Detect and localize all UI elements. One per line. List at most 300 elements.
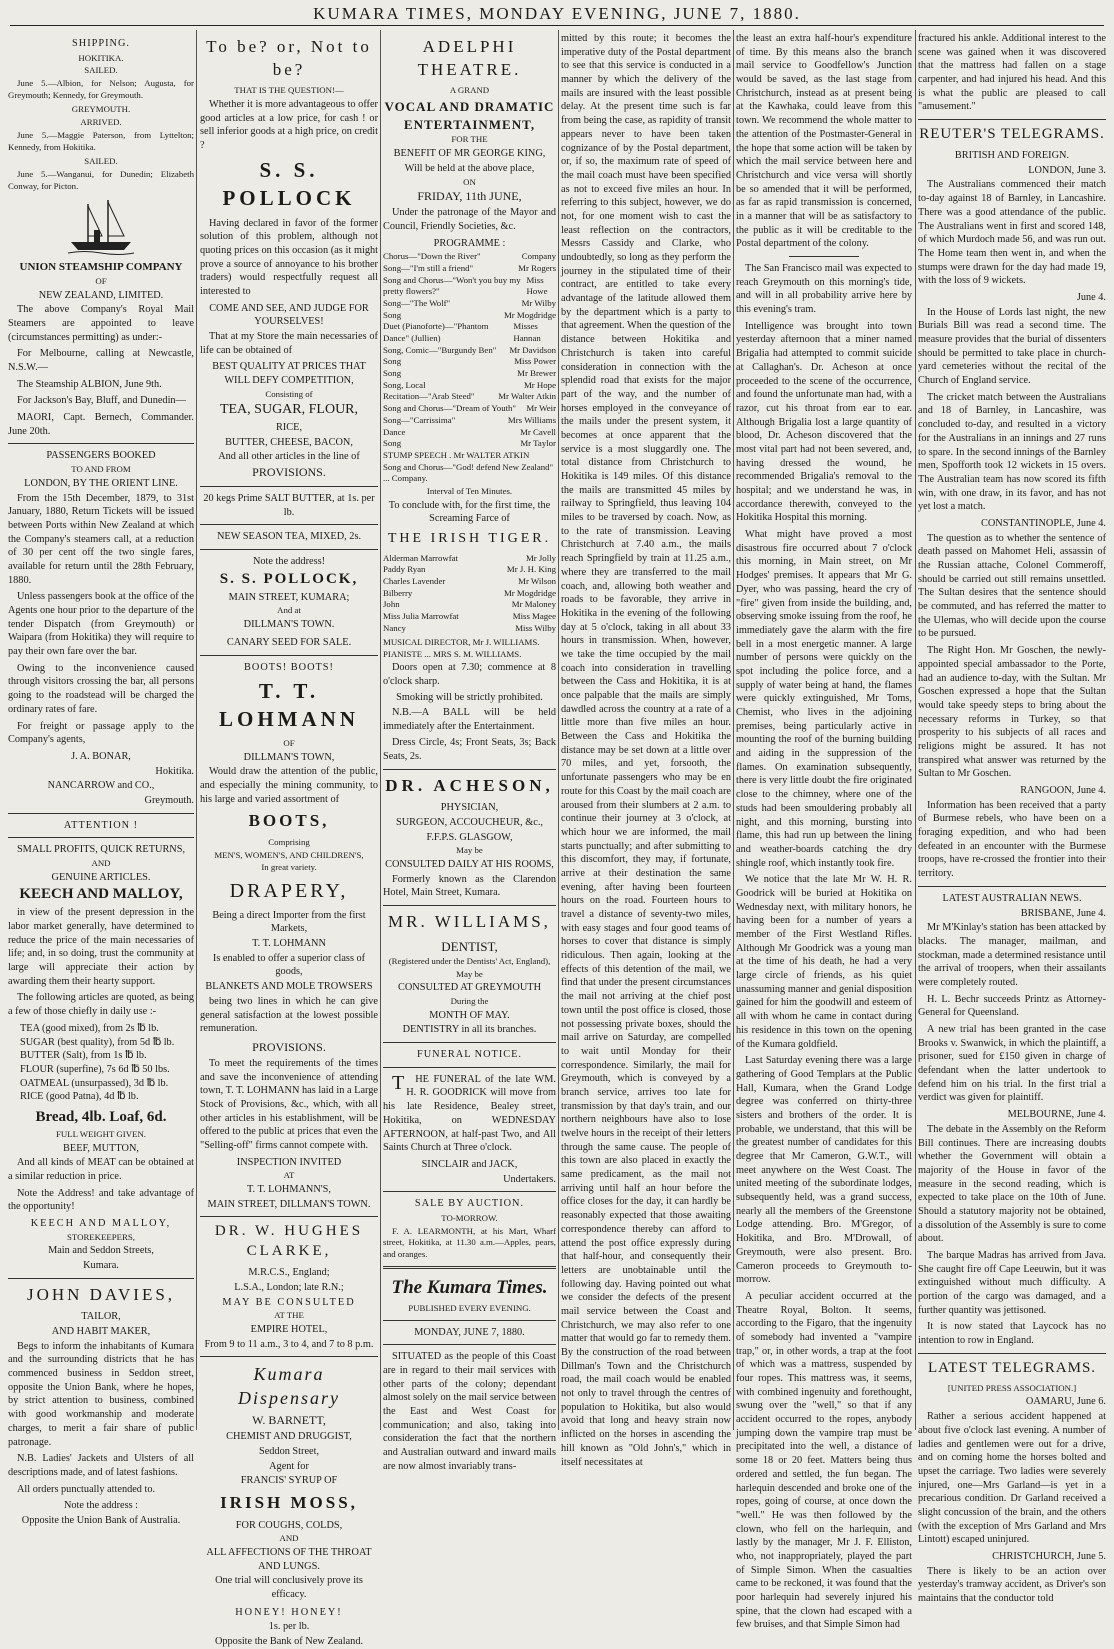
subhead: SAILED.: [84, 156, 118, 167]
other: And all other articles in the line of: [218, 451, 360, 463]
acheson-title: DR. ACHESON,: [385, 775, 554, 795]
separator: [383, 905, 556, 906]
hughes-consulted: MAY BE CONSULTED: [222, 1296, 356, 1308]
port-heading: GREYMOUTH.: [71, 104, 131, 115]
attention-heading: ATTENTION !: [63, 819, 139, 831]
funeral-text: THE FUNERAL of the late WM. H. R. GOODRICK will move from his late Residence, Bealey street, Hokitika, on WEDNESDAY AFTERNOON, at half-past Two, and All Saints Church at Three o'clock.: [383, 1071, 556, 1154]
programme-item: [383, 380, 556, 392]
column-divider: [196, 30, 197, 1430]
kegs: 20 kegs Prime SALT BUTTER, at 1s. per lb.: [203, 493, 375, 518]
programme-list: [383, 251, 556, 450]
subhead: SAILED.: [84, 65, 118, 76]
programme-performer: Mr Weir: [526, 403, 556, 414]
cast-actor: Miss Magee: [512, 611, 556, 622]
passengers-text: For freight or passage apply to the Company's agents,: [8, 720, 194, 746]
agent-place: Greymouth.: [144, 794, 194, 806]
pollock-title-2: S. S. POLLOCK,: [219, 570, 359, 587]
agent-name: NANCARROW and CO.,: [47, 780, 155, 792]
sinclair: SINCLAIR and JACK,: [421, 1158, 518, 1170]
adelphi-title: ADELPHI THEATRE.: [417, 37, 522, 79]
news-item: Last Saturday evening there was a large gathering of Good Templars at the Public Hall, Kumara, when the Grand Lodge degree was conferred on thirty-three sisters and brothers of the order. It is probable, we understand, that this will be the greatest number of candidates for this degree that Mr Cameron, G.W.T., will meet anywhere on the West Coast. The united meeting of the subordinate lodges, subsequently held, was a grand success, nearly all the members of the Greenstone Lodge attending. Bro. M'Gregor, of Hokitika, and Bro. M'Drowall, of Greymouth, were also present. Bro. Cameron proceeds to Greymouth to-morrow.: [736, 1055, 912, 1286]
separator: [8, 443, 194, 444]
davies-text: Begs to inform the inhabitants of Kumara and the surrounding districts that he has commenced business in Seddon street, opposite the Union Bank, where he hopes, by strict attention to business, combined with good workmanship and moderate charges, to merit a fair share of public patronage.: [8, 1340, 194, 1448]
separator: [789, 256, 859, 257]
barnett: W. BARNETT,: [252, 1413, 326, 1428]
question-sub: THAT IS THE QUESTION!—: [234, 85, 344, 96]
shipping-text: June 5.—Albion, for Nelson; Augusta, for Greymouth; Kennedy, for Greymouth.: [8, 78, 194, 100]
opposite: Opposite the Bank of New Zealand.: [214, 1636, 364, 1648]
price-item: RICE (good Patna), 4d ℔ lb.: [20, 1091, 139, 1103]
telegram: The Right Hon. Mr Goschen, the newly-appointed special ambassador to the Porte, had an audience to-day, with the Sultan. Mr Goschen expressed a hope that the Sultan would take speedy steps to bring about the necessary reforms in Turkey, so that prosperity to his subjects of all races and religions might be assured. It has not transpired what answer was returned by the Sultan to Mr Goschen.: [918, 645, 1106, 780]
undertakers: Undertakers.: [503, 1173, 556, 1185]
programme-piece: Song, Comic—"Burgundy Ben": [383, 344, 497, 355]
cast-list: [383, 553, 556, 635]
keech-title-2: KEECH AND MALLOY,: [30, 1218, 172, 1229]
news-item: Intelligence was brought into town yesterday afternoon that a miner named Brigalia had attempted to commit suicide at Callaghan's. Dr. Acheson at once proceeded to the scene of the occurrence, and found the unfortunate man had, with a razor, cut his throat from ear to ear. Although Brigalia lost a large quantity of blood, Dr. Acheson discovered that the most vital part had not been severed, and, having dressed the wound, he recommended Brigalia's removal to the hospital; and we understand he was, in accordance therewith, conveyed to the Hokitika Hospital this morning.: [736, 320, 912, 524]
british-heading: BRITISH AND FOREIGN.: [954, 150, 1070, 162]
shipping-text: June 5.—Wanganui, for Dunedin; Elizabeth Conway, for Picton.: [8, 168, 194, 191]
hughes-cred: M.R.C.S., England;: [248, 1267, 330, 1279]
programme-piece: Chorus—"Down the River": [383, 251, 481, 262]
separator: [918, 1353, 1106, 1354]
reuters-heading: REUTER'S TELEGRAMS.: [919, 126, 1105, 143]
editorial-text: mitted by this route; it becomes the imperative duty of the Postal department to see that this service is conducted in a manner by which the delivery of the mails are insured with the least possible delay. At the present time such is far from being the case, as rapidity of transit appears never to have been taken cognizance of by the Postal department, or, if so, the maximum rate of speed of the mail coach must have been specified as not to exceed five miles an hour. In referring to this subject, however, we do not, for one moment wish to cast the least reflection on the contractors, Messrs Cassidy and Clarke, who undoubtedly, so long as they perform the journey in the stipulated time of their contract, are entitled to take every advantage of the latitude allowed them by the department which is a party to that agreement. When the question of the distance between Hokitika and Christchurch is taken into careful consideration in connection with the splendid road that exists for the major part of the way, and the number of horses employed in the conveyance of the mails under the present system, it becomes at once apparent that the service is a most sluggardly one. The total distance from Christchurch to Hokitika is 149 miles. Of this distance the mails are transmitted 45 miles by railway to Springfield, thus leaving 104 miles to be traversed by coach. Now, as to the rate of transmission. Leaving Christchurch at 7.40 a.m., the mails reach Springfield by train at 11.25 a.m., where they are transferred to the mail coach, and, allowing both weather and roads to be favorable, they arrive in Hokitika in the evening of the following day at 5 o'clock, taking in all about 33 hours in transmission. When, however, we take the time occupied by the mail coach into consideration in travelling between the Cass and Hokitika, it is at once palpable that the mails are simply dawdled across the country at a rate of a little more than five miles an hour. Between the Cass and Hokitika the distance may be set down at a little over 70 miles, and yet, forsooth, the unfortunate passengers who may be en route for this Coast by the mail coach are aroused from their slumbers at 2 a.m. to continue their journey at 3 o'clock, at which hour we are informed, the mail starts punctually; and after submitting to this discomfort, they may, if fortunate, arrive at their destination the same evening, after having been fourteen hours on the road. Fourteen hours to travel a distance of seventy-two miles, with easy stages and four good teams of horses to cover that distance is simply ridiculous. Then again, looking at the effects of this detention of the mail, we find that under the present circumstances the mail not arriving at the chief post town until the post office is closed, those not possessing private boxes, should the mail arrive on Saturday, are compelled to wait until Monday for their correspondence. Similarly, the mail for Greymouth, which is conveyed by a branch service, arrives too late for transmission by that day's train, and our northern neighbours have also to lose twelve hours in the receipt of their letters through the same cause. The people of this town are also placed in exactly the same predicament, as the mail not arriving until half an hour before the office closes for the day, it can hardly be reasonably expected that those awaiting correspondence thereby can afford to attend the post office expressly during that half-hour, and consequently their letters are unobtainable until the following day. Having pointed out what we consider the defects of the present mail service between the Coast and Christchurch, we may also refer to one matter that would go far to remedy them. By the construction of the road between Dillman's Town and the Christchurch road, the mail coach would be enabled not only to travel through the centres of population to Hokitika, but also would avoid that long and heavy strain now inflicted on the horses in ascending the hill known as "Old John's," which in itself necessitates at: [561, 33, 731, 1468]
passengers-text: From the 15th December, 1879, to 31st January, 1880, Return Tickets will be issued between Ports within New Zealand at which the Company's steamers call, at a reduction of 30 per cent off the two single fares, available for return until the 28th February, 1880.: [8, 492, 194, 586]
pollock-title: S. S. POLLOCK: [222, 157, 356, 210]
price-list: [8, 1022, 194, 1104]
canary: CANARY SEED FOR SALE.: [226, 636, 352, 648]
acheson-cred: F.F.P.S. GLASGOW,: [426, 831, 513, 843]
tea-heading: TEA, SUGAR, FLOUR,: [219, 402, 359, 418]
news-item: We notice that the late Mr W. H. R. Goodrick will be buried at Hokitika on Wednesday next, with military honors, he having been for a number of years a member of the First Westland Rifles. Although Mr Goodrick was a young man at the time of his death, he had a very large circle of friends, as his quiet unassuming manner and genial disposition gained for him the goodwill and esteem of all with whom he came in contact during his residence in this town on the opening of the Kumara goldfield.: [736, 874, 912, 1050]
during: During the: [450, 996, 489, 1007]
usc-nz: NEW ZEALAND, LIMITED.: [38, 289, 164, 301]
news-item: The San Francisco mail was expected to reach Greymouth on this morning's tide, and will in all probability arrive here by this evening's tram.: [736, 263, 912, 316]
column-3: [383, 32, 556, 1472]
programme-performer: Mrs Williams: [507, 414, 556, 425]
telegram: The Australians commenced their match to-day against 18 of Barnley, in Lancashire. There was a good attendance of the public. The Australians went in first and scored 148, of which Murdoch made 56, and was run out. The Home team then went in, and when the stumps were drawn for the day had made 19, with the loss of 9 wickets.: [918, 179, 1106, 287]
dateline: MELBOURNE, June 4.: [1007, 1109, 1106, 1121]
cast-item: [383, 553, 556, 565]
price-item: OATMEAL (unsurpassed), 3d ℔ lb.: [20, 1077, 169, 1089]
ship-icon: [66, 196, 136, 256]
month: MONTH OF MAY.: [429, 1009, 510, 1021]
telegram: The debate in the Assembly on the Reform Bill continues. There are increasing doubts whether the Government will obtain a majority of the House in favor of the measure in the second reading, which is expected to take place on the 10th of June. Should a statutory majority not be obtained, a dissolution of the Assembly is sure to come about.: [918, 1123, 1106, 1245]
telegram: It is now stated that Laycock has no intention to row in England.: [918, 1321, 1106, 1347]
column-4: [561, 32, 731, 1468]
programme-item: [383, 298, 556, 310]
auction-heading: SALE BY AUCTION.: [414, 1198, 525, 1210]
davies-trade: TAILOR,: [81, 1311, 121, 1323]
best-heading: BEST QUALITY AT PRICES THAT WILL DEFY COMPETITION,: [212, 361, 366, 387]
provisions-2: PROVISIONS.: [252, 1039, 326, 1054]
tomorrow: TO-MORROW.: [441, 1212, 498, 1223]
dateline: CHRISTCHURCH, June 5.: [992, 1551, 1106, 1562]
programme-performer: Mr Taylor: [520, 438, 556, 449]
port-heading: HOKITIKA.: [78, 52, 124, 63]
cast-actor: Mr Jolly: [525, 552, 556, 563]
provisions: PROVISIONS.: [252, 465, 326, 480]
seddon: Seddon Street,: [258, 1445, 320, 1457]
separator: [383, 769, 556, 770]
interval: Interval of Ten Minutes.: [426, 485, 513, 496]
separator: [200, 1216, 378, 1217]
news-item: fractured his ankle. Additional interest to the scene was gained when it was discovered that the mattress had fallen on a stage carpenter, and had injured his head. And this is what the public are pleased to call "amusement.": [918, 33, 1106, 113]
cast-role: Nancy: [383, 622, 406, 633]
tiger-title: THE IRISH TIGER.: [387, 531, 552, 547]
cast-actor: Mr J. H. King: [506, 564, 556, 575]
note: Note the address!: [252, 556, 326, 568]
cast-role: John: [383, 599, 400, 610]
programme-piece: Song and Chorus—"Won't you buy my pretty flowers?": [383, 274, 521, 297]
dateline: June 4.: [1076, 291, 1106, 303]
keech-text: in view of the present depression in the labor market generally, have determined to reduce the price of the main necessaries of life; and, in so doing, trust the community at large will appreciate their action by awarding them their hearty support.: [8, 907, 194, 987]
usc-text: MAORI, Capt. Bernech, Commander. June 20th.: [8, 412, 194, 437]
passengers-london: LONDON, BY THE ORIENT LINE.: [24, 477, 178, 489]
williams-title: MR. WILLIAMS,: [388, 912, 551, 932]
telegram: There is likely to be an action over yesterday's tramway accident, as Driver's son maintains that the conductor told: [918, 1565, 1106, 1605]
separator: [383, 1191, 556, 1192]
separator: [200, 486, 378, 487]
on: ON: [463, 176, 476, 187]
variety: In great variety.: [261, 862, 317, 873]
price-item: SUGAR (best quality), from 5d ℔ lb.: [20, 1036, 175, 1048]
god-defend: Song and Chorus—"God! defend New Zealand" ... Company.: [383, 461, 554, 484]
agent-place: Hokitika.: [155, 765, 194, 777]
programme-item: [383, 321, 556, 344]
mens: MEN'S, WOMEN'S, AND CHILDREN'S,: [214, 849, 364, 860]
keech-address: Main and Seddon Streets,: [48, 1245, 154, 1257]
editorial-text: the least an extra half-hour's expenditure of time. By this means also the branch mail service to Goodfellow's Junction would be saved, as the last stage from Christchurch, instead as at present being at the Kawhaka, could leave from this town. We recommend the whole matter to the attention of the Postmaster-General in the hope that some action will be taken by which the mail service between here and Christchurch and vice versa will shortly be so amended that it will be performed, as far as rapid transmission is concerned, in a manner that will be as satisfactory to the public as it will be creditable to the Postal department of the colony.: [736, 33, 912, 250]
blankets: BLANKETS AND MOLE TROWSERS: [205, 981, 373, 993]
separator: [200, 549, 378, 550]
held: Will be held at the above place,: [404, 162, 535, 174]
acheson-cred: SURGEON, ACCOUCHEUR, &c.,: [395, 816, 544, 828]
cast-role: Charles Lavender: [383, 576, 446, 587]
lohmann-town: DILLMAN'S TOWN,: [243, 751, 335, 763]
column-6: [918, 32, 1106, 1605]
programme-performer: Mr Hope: [523, 379, 556, 390]
davies-text: All orders punctually attended to.: [17, 1483, 156, 1495]
hughes-empire: EMPIRE HOTEL,: [250, 1324, 328, 1336]
programme-item: [383, 356, 556, 368]
acheson-cred: PHYSICIAN,: [440, 802, 499, 814]
programme-item: [383, 438, 556, 450]
auction-text: F. A. LEARMONTH, at his Mart, Wharf street, Hokitika, at 11.30 a.m.—Apples, pears, and oranges.: [383, 1225, 556, 1260]
pollock-main: MAIN STREET, KUMARA;: [228, 591, 350, 603]
come-heading: COME AND SEE, AND JUDGE FOR YOURSELVES!: [209, 302, 369, 328]
separator: [8, 1278, 194, 1279]
agent-name: J. A. BONAR,: [71, 750, 131, 762]
programme-performer: Mr Mogdridge: [503, 309, 556, 320]
entertainment: ENTERTAINMENT,: [403, 117, 536, 133]
programme-piece: Song—"I'm still a friend": [383, 262, 474, 273]
separator: [383, 1266, 556, 1269]
coughs: FOR COUGHS, COLDS,: [235, 1519, 343, 1531]
cast-item: [383, 576, 556, 588]
cast-role: Paddy Ryan: [383, 564, 426, 575]
telegram: Information has been received that a party of Burmese rebels, who have been on a foraging expedition, and who had been defeated in an encounter with the Burmese troops, have re-crossed the frontier into their territory.: [918, 799, 1106, 880]
column-divider: [915, 30, 916, 1430]
chemist: CHEMIST AND DRUGGIST,: [226, 1431, 352, 1443]
usc-title: UNION STEAMSHIP COMPANY: [19, 261, 183, 274]
davies-address: Opposite the Union Bank of Australia.: [21, 1514, 181, 1526]
programme-item: [383, 310, 556, 322]
passengers-text: Owing to the inconvenience caused through visitors crossing the bar, all persons going to the roadstead will be charged the ordinary rates of fare.: [8, 662, 194, 715]
telegram: The barque Madras has arrived from Java. She caught fire off Cape Leeuwin, but it was extinguished without much difficulty. A portion of the cargo was damaged, and a further quantity was jettisoned.: [918, 1250, 1106, 1316]
programme-piece: Song—"Carrissima": [383, 414, 456, 425]
column-2: [200, 32, 378, 1648]
telegram: The question as to whether the sentence of death passed on Mahomet Heli, assassin of the Russian attache, Colonel Commeroff, should be carried out still remains unsettled. The Sultan desires that the sentence should be commuted, and has referred the matter to the Ulemas, who will decide upon the course to be pursued.: [918, 532, 1106, 640]
usc-text: The above Company's Royal Mail Steamers are appointed to leave (circumstances permitting) as under:-: [8, 304, 194, 343]
programme-item: [383, 275, 556, 298]
dateline: BRISBANE, June 4.: [1020, 907, 1106, 919]
latest-telegrams-heading: LATEST TELEGRAMS.: [927, 1359, 1097, 1376]
prov-text: To meet the requirements of the times and save the inconvenience of attending town, T. T. LOHMANN has laid in a Large Stock of Provisions, &c., which, with all other articles in his establishment, will be offered to the public at prices that even the "Selling-off" firms cannot compete with.: [200, 1057, 378, 1151]
programme-item: [383, 415, 556, 427]
programme-item: [383, 345, 556, 357]
telegram: Mr M'Kinlay's station has been attacked by blacks. The manager, mailman, and stockman, made a determined resistance until the arrival of troopers, when their assailants were completely routed.: [918, 922, 1106, 988]
programme-item: [383, 251, 556, 263]
dispensary-title: Kumara Dispensary: [238, 1364, 340, 1409]
separator: [383, 1344, 556, 1345]
usc-text: For Melbourne, calling at Newcastle, N.S.W.—: [8, 348, 194, 373]
telegram: Rather a serious accident happened at about five o'clock last evening. A number of ladies and gentlemen were out for a drive, and on coming home the horses bolted and upset the carriage. Two ladies were severely injured, one—Mrs Garland—is yet in a precarious condition. Dr Garland received a slight concussion of the brain, and the others (with the exception of Mrs Garland and Mrs Lintott) escaped uninjured.: [918, 1411, 1106, 1546]
separator: [918, 119, 1106, 120]
column-divider: [558, 30, 559, 1430]
telegram: A new trial has been granted in the case Brooks v. Swanwick, in which the plaintiff, a prisoner, sued for £150 given in charge of defendant when the latter undertook to defend him on his trial. In the first trial a verdict was given for plaintiff.: [918, 1024, 1106, 1104]
smoking: Smoking will be strictly prohibited.: [396, 692, 543, 704]
programme-item: [383, 403, 556, 415]
passengers-heading: PASSENGERS BOOKED: [46, 450, 156, 462]
hughes-hours: From 9 to 11 a.m., 3 to 4, and 7 to 8 p.m.: [204, 1338, 374, 1350]
separator: [918, 886, 1106, 887]
patronage: Under the patronage of the Mayor and Council, Friendly Societies, &c.: [383, 207, 556, 232]
agent: Agent for: [269, 1460, 309, 1472]
programme-performer: Mr Walter Atkin: [498, 391, 556, 402]
telegram: H. L. Bechr succeeds Printz as Attorney-General for Queensland.: [918, 993, 1106, 1019]
honey: HONEY! HONEY!: [235, 1606, 343, 1618]
keech-tagline: GENUINE ARTICLES.: [51, 871, 151, 883]
pianiste: PIANISTE ... MRS S. M. WILLIAMS.: [383, 649, 522, 660]
grand: A GRAND: [449, 85, 490, 96]
programme-heading: PROGRAMME :: [433, 237, 506, 249]
price-item: TEA (good mixed), from 2s ℔ lb.: [20, 1022, 159, 1034]
acheson-formerly: Formerly known as the Clarendon Hotel, Main Street, Kumara.: [383, 873, 556, 899]
keech-tagline: SMALL PROFITS, QUICK RETURNS,: [16, 844, 186, 856]
programme-piece: Recitation—"Arab Steed": [383, 391, 475, 402]
vocal: VOCAL AND DRAMATIC: [384, 98, 555, 114]
separator: [8, 837, 194, 838]
and: AND: [279, 1533, 299, 1544]
funeral-heading: FUNERAL NOTICE.: [417, 1049, 522, 1061]
editorial-text: SITUATED as the people of this Coast are in regard to their mail services with other parts of the colony; dependant almost solely on the mail service between the East and West Coast for communication; and also, taking into consideration the fact that the northern and Australian outward and inward mails are now almost invariably trans-: [383, 1351, 556, 1472]
blankets-text: being two lines in which he can give general satisfaction at the lowest possible remuneration.: [200, 995, 378, 1035]
dentistry: DENTISTRY in all its branches.: [402, 1024, 537, 1036]
telegram: In the House of Lords last night, the new Burials Bill was read a second time. The measure provides that the burial of dissenters should be permitted to take place in church-yard cemeteries without the recital of the Church of England service.: [918, 306, 1106, 387]
pollock-text: Having declared in favor of the former solution of this problem, although not quoting prices on this occasion (as it might prove a source of annoyance to his brother traders) would respectfully request all interested to: [200, 217, 378, 297]
seat-prices: Dress Circle, 4s; Front Seats, 3s; Back Seats, 2s.: [383, 737, 556, 762]
boots-title: BOOTS,: [248, 811, 330, 831]
cast-item: [383, 588, 556, 600]
published: PUBLISHED EVERY EVENING.: [408, 1302, 531, 1313]
separator: [200, 655, 378, 656]
pollock-dillman: DILLMAN'S TOWN.: [243, 619, 335, 631]
pollock-and: And at: [277, 605, 301, 616]
rice: RICE,: [275, 422, 303, 434]
consisting: Consisting of: [265, 388, 313, 399]
hughes-title: DR. W. HUGHES CLARKE,: [214, 1223, 364, 1260]
separator: [200, 1356, 378, 1357]
honey-price: 1s. per lb.: [268, 1621, 310, 1633]
williams-maybe: May be: [456, 968, 483, 979]
davies-note: Note the address :: [63, 1500, 139, 1512]
separator: [383, 1067, 556, 1068]
lohmann-of: OF: [283, 738, 295, 749]
drapery-title: DRAPERY,: [229, 880, 349, 903]
programme-piece: Song and Chorus—"Dream of Youth": [383, 403, 517, 414]
shipping-text: June 5.—Maggie Paterson, from Lyttelton; Kennedy, from Hokitika.: [8, 129, 194, 152]
davies-trade: AND HABIT MAKER,: [51, 1326, 151, 1338]
passengers-sub: TO AND FROM: [71, 464, 131, 475]
affections: ALL AFFECTIONS OF THE THROAT AND LUNGS.: [206, 1547, 372, 1572]
lohmanns: T. T. LOHMANN'S,: [247, 1184, 331, 1196]
cast-actor: Miss Wilby: [515, 622, 556, 633]
drapery-text: Is enabled to offer a superior class of goods,: [212, 952, 366, 978]
programme-performer: Misses Hannan: [513, 321, 541, 344]
usc-of: OF: [95, 275, 107, 286]
cast-item: [383, 611, 556, 623]
column-divider: [733, 30, 734, 1430]
cast-role: Miss Julia Marrowfat: [383, 611, 459, 622]
column-1: [8, 32, 194, 1526]
programme-performer: Mr Brewer: [517, 368, 556, 379]
australian-heading: LATEST AUSTRALIAN NEWS.: [942, 892, 1082, 904]
separator: [383, 1320, 556, 1321]
davies-text: N.B. Ladies' Jackets and Ulsters of all descriptions made, and of latest fashions.: [8, 1453, 194, 1478]
drapery-text: Being a direct Importer from the first Markets,: [212, 909, 366, 935]
bread-title: Bread, 4lb. Loaf, 6d.: [35, 1108, 167, 1125]
stump-speech: STUMP SPEECH . Mr WALTER ATKIN: [383, 449, 530, 460]
programme-piece: Song: [383, 356, 402, 367]
cast-actor: Mr Mogdridge: [503, 587, 556, 598]
upa: [UNITED PRESS ASSOCIATION.]: [947, 1382, 1077, 1393]
francis: FRANCIS' SYRUP OF: [240, 1475, 338, 1487]
masthead-rule: [10, 25, 1104, 26]
beef-title: BEEF, MUTTON,: [63, 1142, 139, 1154]
programme-performer: Mr Wilby: [521, 297, 556, 308]
hughes-cred: L.S.A., London; late R.N.;: [234, 1282, 344, 1293]
cast-item: [383, 564, 556, 576]
musical-director: MUSICAL DIRECTOR, Mr J. WILLIAMS.: [383, 637, 540, 648]
paper-date: MONDAY, JUNE 7, 1880.: [414, 1326, 525, 1338]
usc-text: The Steamship ALBION, June 9th.: [17, 378, 162, 390]
acheson-maybe: May be: [456, 845, 483, 856]
cast-role: Alderman Marrowfat: [383, 552, 458, 563]
lohmann-text: Would draw the attention of the public, and especially the mining community, to his large and varied assortment of: [200, 766, 378, 805]
note-text: Note the Address! and take advantage of the opportunity!: [8, 1187, 194, 1213]
price-item: BUTTER (Salt), from 1s ℔ lb.: [20, 1050, 147, 1062]
cast-actor: Mr Wilson: [518, 576, 556, 587]
cast-role: Bilberry: [383, 587, 413, 598]
williams-consulted: CONSULTED AT GREYMOUTH: [397, 982, 542, 994]
programme-performer: Mr Davidson: [509, 344, 556, 355]
main-street: MAIN STREET, DILLMAN'S TOWN.: [207, 1198, 371, 1210]
news-item: A peculiar accident occurred at the Theatre Royal, Bolton. It seems, according to the Figaro, that the ingenuity of somebody had invented a "vampire trap," or, in other words, a trap at the foot of which was a mattress, suspended by four ropes. This mattress was, it seems, with combined ingenuity and forethought, swung over the "well," so that if any accident occurred to the ropes, anybody jumping down the vampire trap must be precipitated into the well, a distance of some 18 or 20 feet. Matters being thus ordered and settled, the fun began. The harlequin descended and broke one of the ropes, going of course, at once down the "well." He was then followed by the clown, who fell on the harlequin, and lastly by the manager, Mr J. F. Elliston, who, not inappropriately, played the part of Simple Simon. When the casualties came to be reckoned, it was found that the poor harlequin had severely injured his spine, that the clown had escaped with a few bruises, and that Simple Simon had: [736, 1290, 912, 1631]
programme-item: [383, 263, 556, 275]
programme-performer: Miss Howe: [526, 274, 548, 297]
davies-title: JOHN DAVIES,: [26, 1284, 176, 1304]
trial: One trial will conclusively prove its efficacy.: [215, 1575, 363, 1601]
acheson-consulted: CONSULTED DAILY AT HIS ROOMS,: [385, 859, 554, 871]
news-item: What might have proved a most disastrous fire occurred about 7 o'clock this morning, in Main street, on Mr Hodges' premises. It appears that Mr G. Dyer, who was passing, heard the cry of "fire" given from inside the building, and, observing smoke issuing from the roof, he immediately gave the alarm with the fire bell in a most energetic manner. A large number of persons were quickly on the spot including the police force, and a supply of water being at hand, the flames were quickly extinguished, Mr Toms, Chemist, who lives in the adjoining premises, being particularly active in mounting the roof of the burning building and aiding in the suppression of the flames. On examination subsequently, there is very little doubt the fire originated close to the chimney, where one of the studs had been smouldering probably all night, and this morning, bursting into flame, this had run up between the lining and weather-boards catching the dry shingle roof, which instantly took fire.: [736, 529, 912, 869]
doors: Doors open at 7.30; commence at 8 o'clock sharp.: [383, 661, 556, 687]
registered: (Registered under the Dentists' Act, England),: [388, 955, 551, 966]
tobe-heading: To be? or, Not to be?: [206, 37, 372, 79]
programme-item: [383, 391, 556, 403]
keech-text: The following articles are quoted, as being a few of those chiefly in daily use :-: [8, 992, 194, 1018]
programme-piece: Dance: [383, 426, 406, 437]
storekeepers: STOREKEEPERS,: [66, 1231, 136, 1242]
programme-piece: Song, Local: [383, 379, 426, 390]
for-the: FOR THE: [451, 134, 488, 145]
dateline: RANGOON, June 4.: [1020, 785, 1106, 796]
friday: FRIDAY, 11th JUNE,: [417, 189, 522, 204]
programme-performer: Company: [521, 251, 556, 262]
keech-title: KEECH AND MALLOY,: [19, 886, 183, 903]
programme-performer: Mr Rogers: [518, 262, 556, 273]
keech-and: AND: [91, 858, 111, 868]
drapery-text: T. T. LOHMANN: [252, 938, 326, 950]
dateline: LONDON, June 3.: [1028, 164, 1106, 176]
programme-piece: Song—"The Wolf": [383, 297, 451, 308]
programme-performer: Miss Power: [514, 356, 556, 367]
programme-piece: Song: [383, 309, 402, 320]
programme-piece: Song: [383, 368, 402, 379]
dateline: CONSTANTINOPLE, June 4.: [980, 517, 1106, 529]
dentist: DENTIST,: [441, 938, 498, 954]
hughes-at: AT THE: [274, 1310, 304, 1321]
cast-item: [383, 599, 556, 611]
keech-place: Kumara.: [83, 1260, 119, 1272]
column-divider: [380, 30, 381, 1430]
ball: N.B.—A BALL will be held immediately after the Entertainment.: [383, 706, 556, 732]
price-item: FLOUR (superfine), 7s 6d ℔ 50 lbs.: [20, 1063, 170, 1075]
separator: [200, 524, 378, 525]
dateline: OAMARU, June 6.: [1025, 1396, 1106, 1408]
separator: [8, 813, 194, 814]
question-text: Whether it is more advantageous to offer good articles at a low price, for cash ! or sell inferior goods at a high price, on credit ?: [200, 98, 378, 151]
inspection: INSPECTION INVITED: [236, 1156, 342, 1168]
comprising: Comprising: [268, 837, 310, 848]
beef-text: And all kinds of MEAT can be obtained at a similar reduction in price.: [8, 1157, 194, 1182]
programme-performer: Mr Cavell: [520, 426, 556, 437]
irish-moss: IRISH MOSS,: [220, 1493, 358, 1513]
shipping-heading: SHIPPING.: [72, 38, 130, 49]
boots-heading: BOOTS! BOOTS!: [244, 661, 334, 673]
store-text: That at my Store the main necessaries of life can be obtained of: [200, 331, 378, 356]
column-5: [736, 32, 912, 1631]
newtea: NEW SEASON TEA, MIXED, 2s.: [216, 531, 362, 543]
bread-sub: FULL WEIGHT GIVEN.: [56, 1128, 146, 1139]
conclude: To conclude with, for the first time, the Screaming Farce of: [388, 499, 551, 525]
cast-actor: Mr Maloney: [511, 599, 556, 610]
programme-item: [383, 427, 556, 439]
programme-item: [383, 368, 556, 380]
programme-piece: Duet (Pianoforte)—"Phantom Dance" (Jullien): [383, 321, 489, 344]
paper-title: The Kumara Times.: [391, 1276, 548, 1298]
cast-item: [383, 623, 556, 635]
